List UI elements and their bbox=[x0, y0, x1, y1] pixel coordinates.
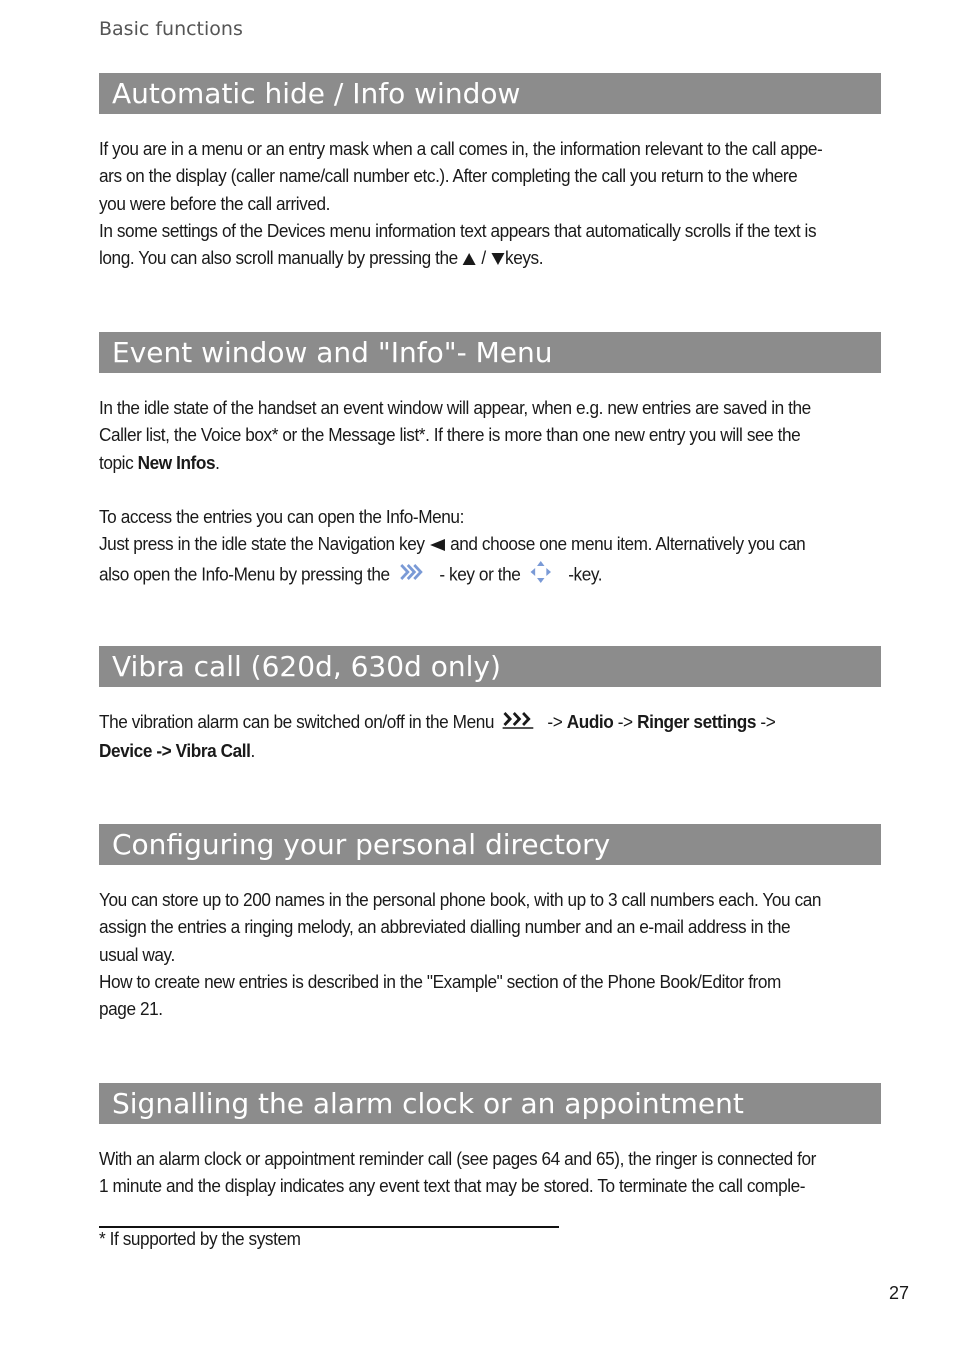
section-event-window bbox=[99, 332, 881, 593]
text-line: You can store up to 200 names in the personal phone book, with up to 3 call numbers each. You can bbox=[99, 889, 822, 910]
section-title: Configuring your personal directory bbox=[99, 824, 881, 865]
section-title: Automatic hide / Info window bbox=[99, 73, 881, 114]
text-line: In the idle state of the handset an event window will appear, when e.g. new entries are saved in the bbox=[99, 397, 811, 418]
text-line: topic bbox=[99, 451, 134, 473]
triangle-down-icon bbox=[490, 246, 505, 273]
menu-path-vibra-call: Device -> Vibra Call bbox=[99, 739, 251, 761]
text-line: If you are in a menu or an entry mask when a call comes in, the information relevant to the call appe- bbox=[99, 138, 823, 159]
info-key-icon bbox=[400, 562, 424, 589]
page-number: 27 bbox=[889, 1283, 910, 1303]
text-line: page 21. bbox=[99, 998, 163, 1020]
text-line: keys. bbox=[505, 247, 544, 269]
menu-path-audio: Audio bbox=[566, 711, 614, 732]
text-line: -key. bbox=[568, 563, 603, 585]
section-title: Event window and "Info"- Menu bbox=[99, 332, 881, 373]
text-line: and choose one menu item. Alternatively you can bbox=[450, 533, 806, 555]
text-line: long. You can also scroll manually by pressing the bbox=[99, 247, 458, 269]
text-line: Caller list, the Voice box* or the Message list*. If there is more than one new entry you will see the bbox=[99, 424, 801, 446]
section-body bbox=[99, 394, 880, 593]
section-title: Signalling the alarm clock or an appointment bbox=[99, 1083, 881, 1124]
text-line: With an alarm clock or appointment reminder call (see pages 64 and 65), the ringer is connected for bbox=[99, 1148, 816, 1169]
triangle-up-icon bbox=[462, 246, 477, 273]
text-line: - key or the bbox=[439, 563, 521, 585]
text-line: you were before the call arrived. bbox=[99, 192, 331, 214]
section-personal-directory bbox=[99, 824, 881, 1022]
text-line: -> bbox=[760, 711, 776, 732]
text-line: To access the entries you can open the Info-Menu: bbox=[99, 506, 464, 528]
text-line: . bbox=[215, 451, 220, 473]
navigation-key-icon bbox=[529, 559, 553, 592]
text-line: also open the Info-Menu by pressing the bbox=[99, 563, 390, 585]
triangle-left-icon bbox=[429, 532, 446, 559]
text-line: usual way. bbox=[99, 943, 175, 965]
section-body bbox=[99, 886, 880, 1022]
new-infos-term: New Infos bbox=[137, 451, 216, 473]
section-automatic-hide bbox=[99, 73, 881, 273]
footnote: * If supported by the system bbox=[99, 1228, 301, 1249]
text-line: -> bbox=[617, 711, 633, 732]
text-line: assign the entries a ringing melody, an abbreviated dialling number and an e-mail address in the bbox=[99, 916, 791, 938]
section-body bbox=[99, 1145, 880, 1200]
text-line: 1 minute and the display indicates any event text that may be stored. To terminate the call comple- bbox=[99, 1175, 806, 1197]
section-body bbox=[99, 135, 880, 273]
text-line: -> bbox=[547, 711, 563, 732]
menu-path-ringer-settings: Ringer settings bbox=[637, 711, 757, 732]
menu-key-icon bbox=[502, 709, 535, 736]
text-line: ars on the display (caller name/call number etc.). After completing the call you return to the where bbox=[99, 165, 798, 187]
text-line: The vibration alarm can be switched on/off in the Menu bbox=[99, 711, 495, 732]
section-vibra-call bbox=[99, 646, 881, 764]
separator-slash: / bbox=[481, 247, 486, 269]
running-head: Basic functions bbox=[99, 18, 243, 40]
section-alarm-clock bbox=[99, 1083, 881, 1200]
text-line: Just press in the idle state the Navigation key bbox=[99, 533, 425, 555]
text-line: How to create new entries is described in the "Example" section of the Phone Book/Editor from bbox=[99, 970, 781, 992]
section-body bbox=[99, 708, 880, 764]
text-line: In some settings of the Devices menu information text appears that automatically scrolls if the text is bbox=[99, 219, 817, 241]
text-line: . bbox=[250, 739, 255, 761]
section-title: Vibra call (620d, 630d only) bbox=[99, 646, 881, 687]
